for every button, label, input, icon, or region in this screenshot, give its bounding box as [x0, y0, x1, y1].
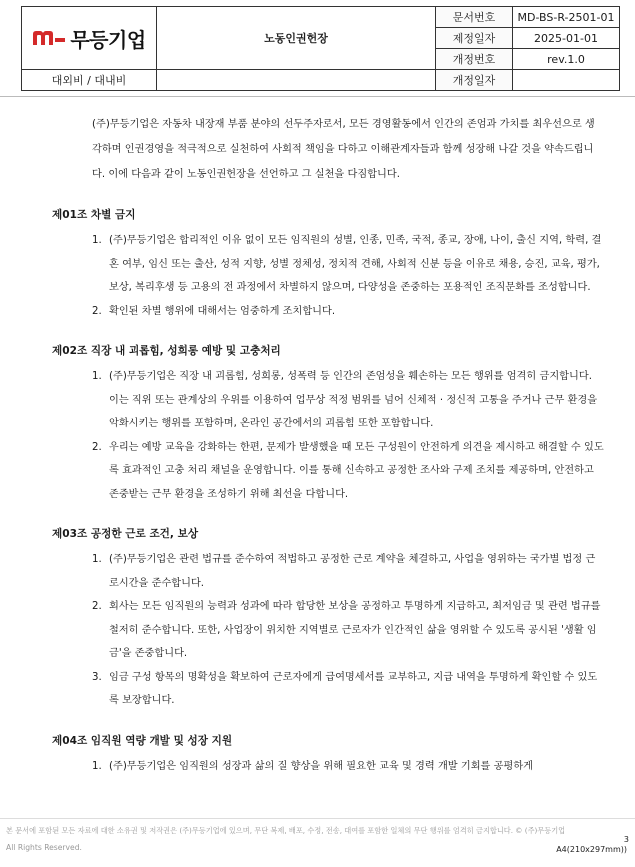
company-logo-icon	[32, 29, 66, 47]
article-title: 제04조 임직원 역량 개발 및 성장 지원	[52, 734, 233, 747]
article-03	[0, 523, 635, 713]
document-body	[0, 112, 635, 778]
page-number: 3	[623, 835, 629, 844]
item-text: (주)무등기업은 임직원의 성장과 삶의 질 향상을 위해 필요한 교육 및 경력 개발 기회를 공평하게	[109, 760, 534, 772]
item-number: 2.	[92, 601, 102, 612]
revision-number-value: rev.1.0	[513, 49, 620, 70]
doc-number-label: 문서번호	[436, 7, 513, 28]
revision-number-label: 개정번호	[436, 49, 513, 70]
item-text: 확인된 차별 행위에 대해서는 엄중하게 조치합니다.	[109, 305, 336, 317]
intro-paragraph: (주)무등기업은 자동차 내장재 부품 분야의 선두주자로서, 모든 경영활동에서 인간의 존엄과 가치를 최우선으로 생각하며 인권경영을 적극적으로 실천하여 사회적 책임을 다하고 이해관계자들과 함께 성장해 나갈 것을 약속드립니다. 이에 다음과 같이 노동인권헌장을 선언하고 그 실천을 다짐합니다.	[92, 119, 595, 180]
established-date-label: 제정일자	[436, 28, 513, 49]
established-date-value: 2025-01-01	[513, 28, 620, 49]
list-item	[92, 755, 604, 779]
list-item	[92, 595, 604, 666]
item-text: 임금 구성 항목의 명확성을 확보하여 근로자에게 급여명세서를 교부하고, 지급 내역을 투명하게 확인할 수 있도록 보장합니다.	[109, 671, 598, 706]
article-title: 제02조 직장 내 괴롭힘, 성희롱 예방 및 고충처리	[52, 345, 281, 357]
title-spacer-cell	[157, 70, 436, 91]
document-title: 노동인권헌장	[157, 7, 436, 70]
item-number: 1.	[92, 760, 102, 772]
list-item	[92, 229, 604, 300]
list-item	[92, 666, 604, 713]
item-text: 우리는 예방 교육을 강화하는 한편, 문제가 발생했을 때 모든 구성원이 안전하게 의견을 제시하고 해결할 수 있도록 효과적인 고충 처리 채널을 운영합니다. 이를 통해 신속하고 공정한 조사와 구제 조치를 제공하며, 안전하고 존중받는 근무 환경을 조성하기 위해 최선을 다합니다.	[109, 441, 604, 500]
article-04	[0, 730, 635, 779]
item-number: 2.	[92, 305, 102, 317]
company-logo	[22, 24, 156, 53]
footer-divider	[0, 818, 635, 819]
item-text: (주)무등기업은 관련 법규를 준수하여 적법하고 공정한 근로 계약을 체결하고, 사업을 영위하는 국가별 법정 근로시간을 준수합니다.	[109, 554, 596, 589]
article-title: 제03조 공정한 근로 조건, 보상	[52, 528, 199, 540]
header-divider	[0, 96, 635, 97]
revision-date-value	[513, 70, 620, 91]
item-number: 1.	[92, 235, 102, 246]
item-text: (주)무등기업은 직장 내 괴롭힘, 성희롱, 성폭력 등 인간의 존엄성을 훼손하는 모든 행위를 엄격히 금지합니다. 이는 직위 또는 관계상의 우위를 이용하여 업무상 적정 범위를 넘어 신체적 · 정신적 고통을 주거나 근무 환경을 악화시키는 행위를 포함하며, 온라인 공간에서의 괴롭힘 또한 포함합니다.	[109, 371, 598, 429]
list-item	[92, 300, 604, 324]
document-header-table	[21, 6, 620, 91]
list-item	[92, 436, 604, 507]
distribution-level: 대외비 / 대내비	[22, 70, 157, 91]
item-text: 회사는 모든 임직원의 능력과 성과에 따라 합당한 보상을 공정하고 투명하게 지급하고, 최저임금 및 관련 법규를 철저히 준수합니다. 또한, 사업장이 위치한 지역별로 근로자가 인간적인 삶을 영위할 수 있도록 공시된 '생활 임금'을 존중합니다.	[109, 601, 601, 659]
company-name: 무등기업	[70, 27, 146, 52]
list-item	[92, 548, 604, 595]
item-number: 2.	[92, 441, 102, 453]
list-item	[92, 365, 604, 436]
article-01	[0, 204, 635, 323]
logo-cell	[22, 7, 157, 70]
paper-size: A4(210x297mm))	[556, 845, 627, 854]
revision-date-label: 개정일자	[436, 70, 513, 91]
item-number: 1.	[92, 371, 102, 382]
rights-reserved: All Rights Reserved.	[6, 843, 82, 852]
doc-number-value: MD-BS-R-2501-01	[513, 7, 620, 28]
item-number: 3.	[92, 671, 102, 683]
copyright-notice: 본 문서에 포함된 모든 자료에 대한 소유권 및 저작권은 (주)무등기업에 있으며, 무단 복제, 배포, 수정, 전송, 대여를 포함한 일체의 무단 행위를 엄격히 금지합니다. © (주)무등기업	[6, 826, 566, 835]
article-title: 제01조 차별 금지	[52, 209, 136, 221]
article-02	[0, 340, 635, 506]
item-text: (주)무등기업은 합리적인 이유 없이 모든 임직원의 성별, 인종, 민족, 국적, 종교, 장애, 나이, 출신 지역, 학력, 결혼 여부, 임신 또는 출산, 성적 지향, 성별 정체성, 정치적 견해, 사회적 신분 등을 이유로 채용, 승진, 교육, 평가, 보상, 복리후생 등 고용의 전 과정에서 차별하지 않으며, 다양성을 존중하는 포용적인 조직문화를 조성합니다.	[109, 235, 602, 293]
item-number: 1.	[92, 554, 102, 565]
